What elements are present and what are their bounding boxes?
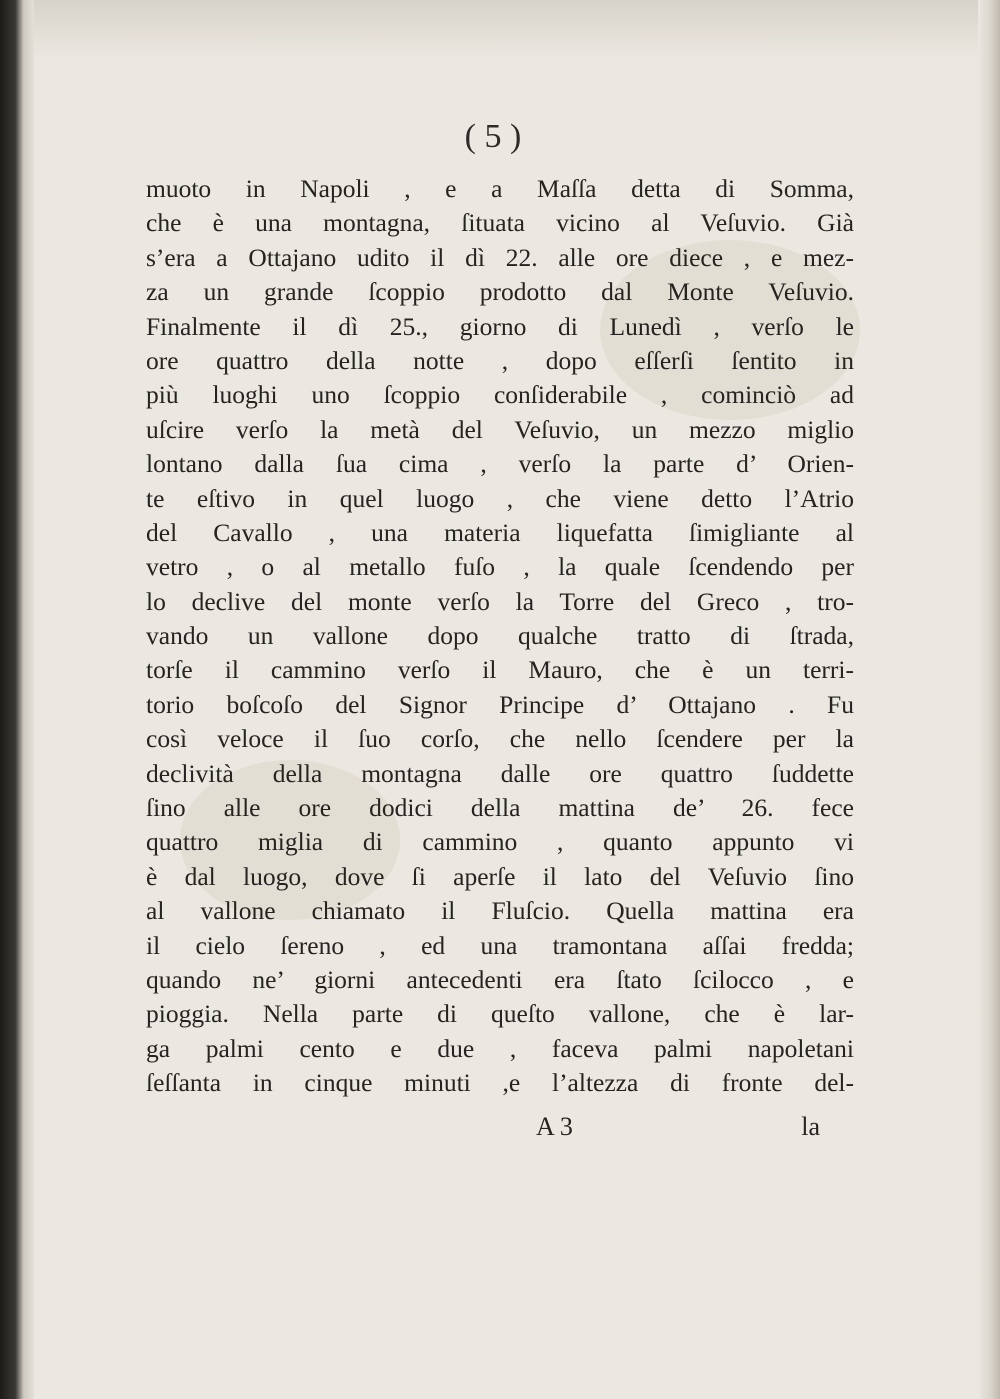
page-number: ( 5 ) [464, 118, 522, 155]
page-edge-shadow [978, 0, 1000, 1399]
text-line: del Cavallo , una materia liquefatta ſimigliante al [146, 517, 854, 547]
text-line: declività della montagna dalle ore quattro ſuddette [146, 758, 854, 788]
text-line: lo declive del monte verſo la Torre del Greco , tro- [146, 586, 854, 616]
text-line: torſe il cammino verſo il Mauro, che è un terri- [146, 655, 854, 685]
text-line: s’era a Ottajano udito il dì 22. alle ore diece , e mez- [146, 242, 854, 272]
text-line: è dal luogo, dove ſi aperſe il lato del Veſuvio ſino [146, 861, 854, 891]
signature-mark: A 3 [536, 1112, 573, 1141]
text-line: ſeſſanta in cinque minuti ,e l’altezza di fronte del- [146, 1068, 854, 1098]
text-line: quando ne’ giorni antecedenti era ſtato ſcilocco , e [146, 964, 854, 994]
body-text [146, 172, 854, 1101]
text-line: ga palmi cento e due , faceva palmi napoletani [146, 1033, 854, 1063]
page-footer [146, 1112, 854, 1152]
catchword: la [801, 1112, 820, 1141]
text-line: muoto in Napoli , e a Maſſa detta di Somma, [146, 174, 854, 203]
page-top-shading [34, 0, 978, 60]
text-line: quattro miglia di cammino , quanto appunto vi [146, 827, 854, 857]
text-line: uſcire verſo la metà del Veſuvio, un mezzo miglio [146, 414, 854, 444]
text-line: ore quattro della notte , dopo eſſerſi ſentito in [146, 345, 854, 375]
text-line: così veloce il ſuo corſo, che nello ſcendere per la [146, 724, 854, 754]
text-line: il cielo ſereno , ed una tramontana aſſai fredda; [146, 930, 854, 960]
text-line: ſino alle ore dodici della mattina de’ 26. fece [146, 793, 854, 823]
text-line: te eſtivo in quel luogo , che viene detto l’Atrio [146, 483, 854, 513]
text-line: pioggia. Nella parte di queſto vallone, che è lar- [146, 999, 854, 1029]
text-line: al vallone chiamato il Fluſcio. Quella mattina era [146, 896, 854, 926]
text-line: Finalmente il dì 25., giorno di Lunedì , verſo le [146, 311, 854, 341]
text-line: che è una montagna, ſituata vicino al Veſuvio. Già [146, 208, 854, 238]
text-line: vetro , o al metallo fuſo , la quale ſcendendo per [146, 552, 854, 582]
text-line: torio boſcoſo del Signor Principe d’ Ottajano . Fu [146, 689, 854, 719]
text-line: za un grande ſcoppio prodotto dal Monte Veſuvio. [146, 277, 854, 307]
text-line: più luoghi uno ſcoppio conſiderabile , cominciò ad [146, 380, 854, 410]
book-spine-shadow [0, 0, 34, 1399]
text-line: lontano dalla ſua cima , verſo la parte d’ Orien- [146, 449, 854, 479]
text-line: vando un vallone dopo qualche tratto di ſtrada, [146, 621, 854, 651]
